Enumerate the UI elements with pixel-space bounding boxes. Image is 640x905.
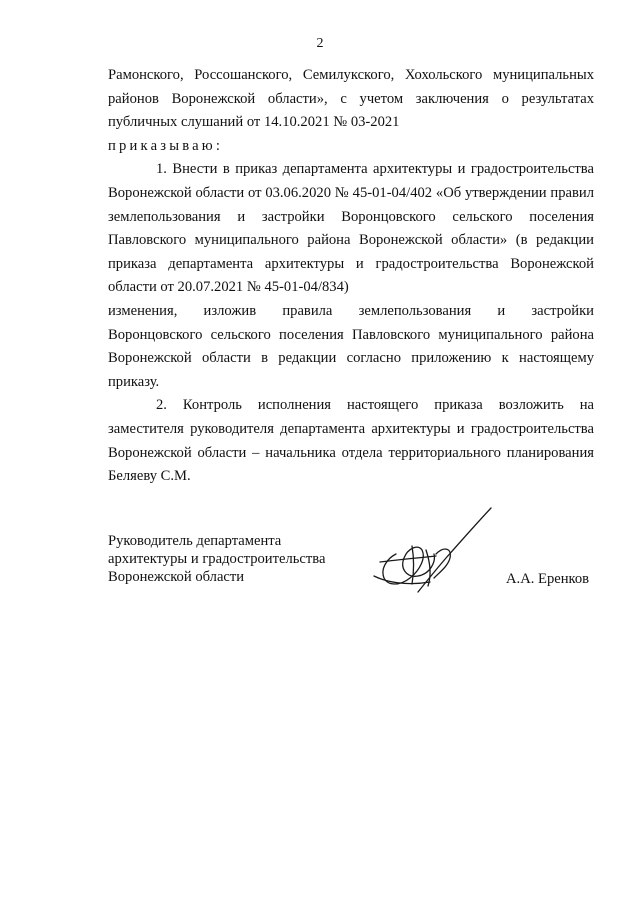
- document-body: [108, 64, 594, 489]
- signatory-title-line-3: Воронежской области: [108, 569, 245, 585]
- item-1-ending: Воронцовского сельского поселения Павловского муниципального района Воронежской области в редакции согласно приложению к настоящему приказу.: [108, 326, 594, 390]
- signatory-title-line-2: архитектуры и градостроительства: [108, 551, 326, 567]
- signatory-title-line-1: Руководитель департамента: [108, 533, 282, 549]
- signatory-name: А.А. Еренков: [506, 571, 590, 587]
- order-word: приказываю:: [108, 137, 224, 154]
- item-1-paragraph: 1. Внести в приказ департамента архитектуры и градостроительства Воронежской области от 03.06.2020 № 45-01-04/402 «Об утверждении правил землепользования и застройки Воронцовского сельского поселения Павловского муниципального района Воронежской области» (в редакции приказа департамента архитектуры и градостроительства Воронежской области от 20.07.2021 № 45-01-04/834): [108, 161, 594, 296]
- intro-paragraph: Рамонского, Россошанского, Семилукского, Хохольского муниципальных районов Воронежской области», с учетом заключения о результатах публичных слушаний от 14.10.2021 № 03-2021: [108, 67, 594, 131]
- page-number: 2: [316, 36, 324, 51]
- item-1-continuation: изменения, изложив правила землепользования и застройки: [108, 302, 594, 319]
- item-2-paragraph: 2. Контроль исполнения настоящего приказа возложить на заместителя руководителя департамента архитектуры и градостроительства Воронежской области – начальника отдела территориального планирования Беляеву С.М.: [108, 397, 594, 485]
- signature-block: [108, 532, 594, 586]
- handwritten-signature: [366, 506, 496, 606]
